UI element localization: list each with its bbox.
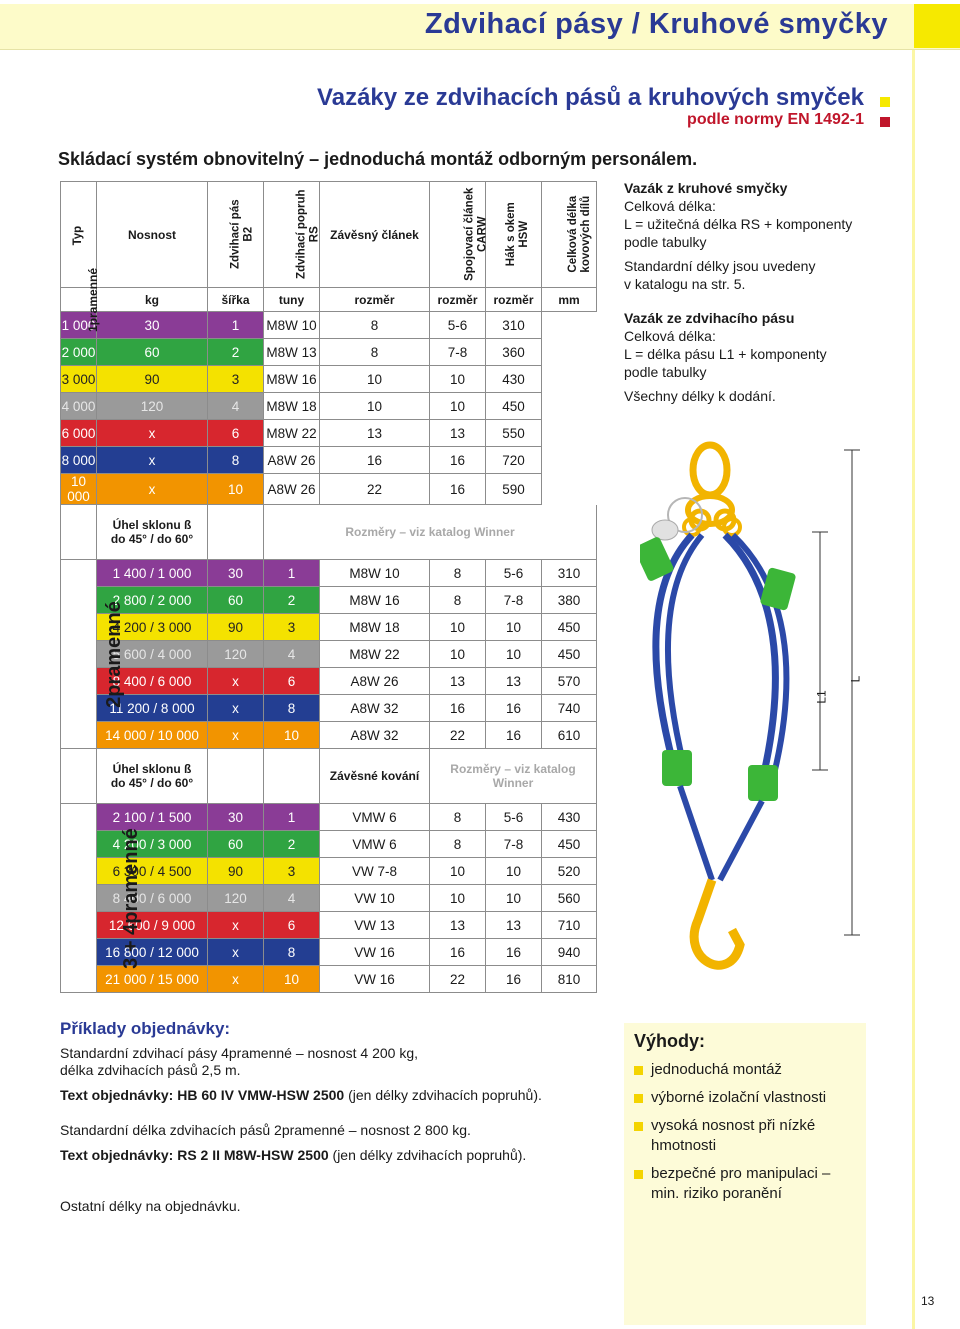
table-cell: 1 000 xyxy=(61,312,97,339)
unit-cell: tuny xyxy=(264,288,320,312)
table-cell: 1 xyxy=(264,804,320,831)
note-line: podle tabulky xyxy=(624,234,707,250)
table-cell: M8W 22 xyxy=(320,641,430,668)
table-cell: x xyxy=(208,722,264,749)
table-cell: 8 xyxy=(264,695,320,722)
table-cell: 22 xyxy=(430,722,486,749)
order-examples xyxy=(60,1020,620,1215)
note-line: Celková délka: xyxy=(624,328,716,344)
table-cell: 13 xyxy=(430,420,486,447)
note-title: Vazák z kruhové smyčky xyxy=(624,180,788,196)
order-text-1: Text objednávky: HB 60 IV VMW-HSW 2500 (jen délky zdvihacích popruhů). xyxy=(60,1087,542,1103)
table-cell: 8 xyxy=(430,831,486,858)
rozmery-note: Rozměry – viz katalog Winner xyxy=(430,749,597,804)
sling-illustration xyxy=(640,440,870,1000)
table-cell: 8 xyxy=(430,560,486,587)
benefits-title: Výhody: xyxy=(634,1031,706,1051)
table-row xyxy=(61,695,597,722)
table-cell: 4 xyxy=(208,393,264,420)
table-cell: 13 xyxy=(320,420,430,447)
table-row xyxy=(61,722,597,749)
unit-cell: rozměr xyxy=(486,288,542,312)
table-cell: M8W 10 xyxy=(264,312,320,339)
table-cell: 60 xyxy=(97,339,208,366)
angle-label: Úhel sklonu ß do 45° / do 60° xyxy=(97,505,208,560)
spec-table xyxy=(60,181,597,993)
table-cell: 430 xyxy=(542,804,597,831)
group-label: 2pramenné xyxy=(61,560,97,749)
table-cell: x xyxy=(97,420,208,447)
table-cell: x xyxy=(208,912,264,939)
header-celkova: Celková délka kovových dílů xyxy=(542,182,597,288)
table-row xyxy=(61,966,597,993)
table-cell: 8 xyxy=(264,939,320,966)
table-cell: 6 300 / 4 500 xyxy=(97,858,208,885)
table-cell: M8W 22 xyxy=(264,420,320,447)
unit-cell: šířka xyxy=(208,288,264,312)
table-cell: 2 800 / 2 000 xyxy=(97,587,208,614)
table-cell: 30 xyxy=(208,804,264,831)
table-cell: 60 xyxy=(208,831,264,858)
hook-icon xyxy=(694,880,740,965)
header-rs: Zdvihací popruh RS xyxy=(264,182,320,288)
subheader-2 xyxy=(61,505,597,560)
unit-cell: rozměr xyxy=(320,288,430,312)
note-line: L = užitečná délka RS + komponenty xyxy=(624,216,853,232)
table-cell: 90 xyxy=(97,366,208,393)
table-cell: x xyxy=(97,474,208,505)
angle-label: Úhel sklonu ß do 45° / do 60° xyxy=(97,749,208,804)
table-cell: 2 000 xyxy=(61,339,97,366)
spacer-cell xyxy=(264,749,320,804)
table-cell: A8W 26 xyxy=(264,474,320,505)
zavesne-label: Závěsné kování xyxy=(320,749,430,804)
examples-title: Příklady objednávky: xyxy=(60,1019,231,1038)
table-cell: 2 100 / 1 500 xyxy=(97,804,208,831)
table-cell: x xyxy=(208,695,264,722)
table-cell: 570 xyxy=(542,668,597,695)
master-link-icon xyxy=(693,445,727,495)
spacer-cell xyxy=(61,749,97,804)
spacer-cell xyxy=(208,505,264,560)
yellow-square-icon xyxy=(880,97,890,107)
unit-cell: kg xyxy=(97,288,208,312)
table-cell: 10 xyxy=(486,885,542,912)
table-cell: 10 xyxy=(430,885,486,912)
note-line: Všechny délky k dodání. xyxy=(624,388,776,404)
table-cell: 450 xyxy=(542,614,597,641)
table-cell: 10 xyxy=(486,858,542,885)
table-cell: 550 xyxy=(486,420,542,447)
page-title: Zdvihací pásy / Kruhové smyčky xyxy=(424,8,888,40)
table-cell: 1 xyxy=(264,560,320,587)
right-margin-line xyxy=(912,50,915,1329)
unit-cell: mm xyxy=(542,288,597,312)
red-square-icon xyxy=(880,117,890,127)
table-cell: 8 xyxy=(208,447,264,474)
table-cell: 16 xyxy=(430,939,486,966)
table-cell: 4 200 / 3 000 xyxy=(97,831,208,858)
table-cell: x xyxy=(208,939,264,966)
table-cell: 16 800 / 12 000 xyxy=(97,939,208,966)
example-text-1: Standardní zdvihací pásy 4pramenné – nosnost 4 200 kg, délka zdvihacích pásů 2,5 m. xyxy=(60,1045,419,1078)
table-cell: 450 xyxy=(486,393,542,420)
table-cell: M8W 18 xyxy=(264,393,320,420)
table-cell: 60 xyxy=(208,587,264,614)
table-cell: M8W 16 xyxy=(320,587,430,614)
table-cell: 720 xyxy=(486,447,542,474)
table-cell: 310 xyxy=(542,560,597,587)
table-cell: x xyxy=(97,447,208,474)
table-cell: 10 xyxy=(430,366,486,393)
table-cell: 380 xyxy=(542,587,597,614)
table-cell: A8W 32 xyxy=(320,695,430,722)
table-cell: 360 xyxy=(486,339,542,366)
bullet-icon xyxy=(634,1170,643,1179)
table-cell: 10 xyxy=(486,641,542,668)
note-line: L = délka pásu L1 + komponenty xyxy=(624,346,827,362)
table-cell: 12 600 / 9 000 xyxy=(97,912,208,939)
table-cell: 90 xyxy=(208,614,264,641)
table-row xyxy=(61,312,597,339)
header-hsw: Hák s okem HSW xyxy=(486,182,542,288)
table-row xyxy=(61,587,597,614)
table-cell: 14 000 / 10 000 xyxy=(97,722,208,749)
table-cell: 16 xyxy=(430,474,486,505)
table-cell: 120 xyxy=(208,641,264,668)
table-cell: 4 xyxy=(264,885,320,912)
corner-accent xyxy=(914,4,960,48)
table-cell: x xyxy=(208,668,264,695)
table-cell: 120 xyxy=(208,885,264,912)
table-cell: 6 xyxy=(208,420,264,447)
table-cell: 16 xyxy=(320,447,430,474)
note-line: v katalogu na str. 5. xyxy=(624,276,746,292)
table-cell: 3 xyxy=(264,858,320,885)
table-cell: 6 000 xyxy=(61,420,97,447)
table-cell: 3 000 xyxy=(61,366,97,393)
table-cell: A8W 32 xyxy=(320,722,430,749)
table-cell: 8 400 / 6 000 xyxy=(97,668,208,695)
table-cell: M8W 16 xyxy=(264,366,320,393)
table-row xyxy=(61,420,597,447)
table-cell: 10 xyxy=(264,966,320,993)
table-cell: 940 xyxy=(542,939,597,966)
table-cell: 10 xyxy=(430,614,486,641)
table-row xyxy=(61,393,597,420)
table-cell: 5-6 xyxy=(486,804,542,831)
table-cell: 1 xyxy=(208,312,264,339)
table-cell: 22 xyxy=(430,966,486,993)
table-cell: VW 16 xyxy=(320,939,430,966)
table-cell: 4 xyxy=(264,641,320,668)
header-typ: Typ xyxy=(61,182,97,288)
table-cell: 16 xyxy=(486,695,542,722)
table-cell: 7-8 xyxy=(486,587,542,614)
table-cell: 5 600 / 4 000 xyxy=(97,641,208,668)
bullet-icon xyxy=(634,1122,643,1131)
table-cell: 30 xyxy=(97,312,208,339)
table-cell: VMW 6 xyxy=(320,804,430,831)
note-line: podle tabulky xyxy=(624,364,707,380)
table-cell: 810 xyxy=(542,966,597,993)
table-cell: 16 xyxy=(486,966,542,993)
unit-cell: rozměr xyxy=(430,288,486,312)
table-cell: 2 xyxy=(264,831,320,858)
table-cell: M8W 10 xyxy=(320,560,430,587)
table-cell: 8 000 xyxy=(61,447,97,474)
table-cell: 8 xyxy=(430,587,486,614)
table-cell: 10 xyxy=(264,722,320,749)
spacer-cell xyxy=(61,505,97,560)
table-cell: 7-8 xyxy=(486,831,542,858)
table-cell: VW 7-8 xyxy=(320,858,430,885)
table-cell: 710 xyxy=(542,912,597,939)
table-cell: 16 xyxy=(486,939,542,966)
table-cell: 16 xyxy=(430,447,486,474)
table-cell: 10 xyxy=(486,614,542,641)
table-cell: 8 xyxy=(320,312,430,339)
table-row xyxy=(61,560,597,587)
spacer-cell xyxy=(208,749,264,804)
benefits-panel xyxy=(624,1023,866,1325)
table-cell: 520 xyxy=(542,858,597,885)
table-cell: 10 xyxy=(208,474,264,505)
group-label: 3 + 4pramenné xyxy=(61,804,97,993)
table-cell: 8 400 / 6 000 xyxy=(97,885,208,912)
table-cell: 590 xyxy=(486,474,542,505)
table-row xyxy=(61,804,597,831)
intro-text: Skládací systém obnovitelný – jednoduchá montáž odborným personálem. xyxy=(58,149,698,169)
id-tag-icon xyxy=(652,520,678,540)
table-row xyxy=(61,447,597,474)
page-number: 13 xyxy=(921,1294,935,1308)
units-row xyxy=(61,288,597,312)
order-text-2: Text objednávky: RS 2 II M8W-HSW 2500 (jen délky zdvihacích popruhů). xyxy=(60,1147,527,1163)
table-cell: 8 xyxy=(430,804,486,831)
benefit-item: vysoká nosnost při nízké hmotnosti xyxy=(634,1116,856,1156)
table-cell: 10 xyxy=(430,393,486,420)
table-cell: 10 xyxy=(430,858,486,885)
note-title: Vazák ze zdvihacího pásu xyxy=(624,310,795,326)
table-cell: 90 xyxy=(208,858,264,885)
bullet-icon xyxy=(634,1094,643,1103)
table-cell: 430 xyxy=(486,366,542,393)
dimension-label-l1: L1 xyxy=(814,690,829,704)
table-cell: 22 xyxy=(320,474,430,505)
benefit-item: jednoduchá montáž xyxy=(634,1060,856,1080)
table-row xyxy=(61,641,597,668)
table-cell: M8W 13 xyxy=(264,339,320,366)
table-cell: 310 xyxy=(486,312,542,339)
example-text-2: Standardní délka zdvihacích pásů 2pramenné – nosnost 2 800 kg. xyxy=(60,1122,471,1138)
table-row xyxy=(61,339,597,366)
table-cell: 8 xyxy=(320,339,430,366)
table-cell: 10 xyxy=(320,366,430,393)
table-cell: 6 xyxy=(264,912,320,939)
table-cell: 4 000 xyxy=(61,393,97,420)
note-line: Standardní délky jsou uvedeny xyxy=(624,258,816,274)
table-cell: 13 xyxy=(430,668,486,695)
table-cell: 6 xyxy=(264,668,320,695)
notes-panel xyxy=(624,179,874,405)
table-cell: VW 13 xyxy=(320,912,430,939)
table-cell: VW 16 xyxy=(320,966,430,993)
other-lengths-note: Ostatní délky na objednávku. xyxy=(60,1198,241,1214)
table-cell: 5-6 xyxy=(430,312,486,339)
table-cell: A8W 26 xyxy=(264,447,320,474)
table-row xyxy=(61,366,597,393)
table-cell: 3 xyxy=(264,614,320,641)
header-zavesny: Závěsný článek xyxy=(320,182,430,288)
table-cell: VW 10 xyxy=(320,885,430,912)
table-cell: 13 xyxy=(430,912,486,939)
table-cell: M8W 18 xyxy=(320,614,430,641)
table-row xyxy=(61,668,597,695)
table-cell: 21 000 / 15 000 xyxy=(97,966,208,993)
table-row xyxy=(61,474,597,505)
norm-label: podle normy EN 1492-1 xyxy=(687,111,864,128)
table-cell: 2 xyxy=(208,339,264,366)
table-cell: 120 xyxy=(97,393,208,420)
table-cell: 11 200 / 8 000 xyxy=(97,695,208,722)
subheader-3 xyxy=(61,749,597,804)
table-cell: A8W 26 xyxy=(320,668,430,695)
table-cell: 10 000 xyxy=(61,474,97,505)
header-carw: Spojovací článek CARW xyxy=(430,182,486,288)
table-cell: 450 xyxy=(542,831,597,858)
table-cell: 2 xyxy=(264,587,320,614)
header-nosnost: Nosnost xyxy=(97,182,208,288)
table-cell: 450 xyxy=(542,641,597,668)
table-cell: 16 xyxy=(430,695,486,722)
table-cell: 5-6 xyxy=(486,560,542,587)
table-row xyxy=(61,614,597,641)
table-cell: 4 200 / 3 000 xyxy=(97,614,208,641)
table-cell: 10 xyxy=(430,641,486,668)
rozmery-note: Rozměry – viz katalog Winner xyxy=(264,505,597,560)
table-cell: x xyxy=(208,966,264,993)
table-cell: 10 xyxy=(320,393,430,420)
table-cell: 13 xyxy=(486,668,542,695)
dimension-label-l: L xyxy=(848,675,863,683)
table-cell: 16 xyxy=(486,722,542,749)
table-cell: 13 xyxy=(486,912,542,939)
table-cell: VMW 6 xyxy=(320,831,430,858)
group-label-1: 1pramenné xyxy=(61,288,97,312)
table-cell: 610 xyxy=(542,722,597,749)
table-cell: 1 400 / 1 000 xyxy=(97,560,208,587)
note-line: Celková délka: xyxy=(624,198,716,214)
benefit-item: bezpečné pro manipulaci – min. riziko poranění xyxy=(634,1164,856,1204)
benefit-item: výborné izolační vlastnosti xyxy=(634,1088,856,1108)
header-b2: Zdvihací pás B2 xyxy=(208,182,264,288)
table-cell: 560 xyxy=(542,885,597,912)
table-cell: 740 xyxy=(542,695,597,722)
section-subtitle: Vazáky ze zdvihacích pásů a kruhových smyček xyxy=(317,84,864,111)
table-cell: 7-8 xyxy=(430,339,486,366)
table-cell: 3 xyxy=(208,366,264,393)
table-cell: 30 xyxy=(208,560,264,587)
bullet-icon xyxy=(634,1066,643,1075)
